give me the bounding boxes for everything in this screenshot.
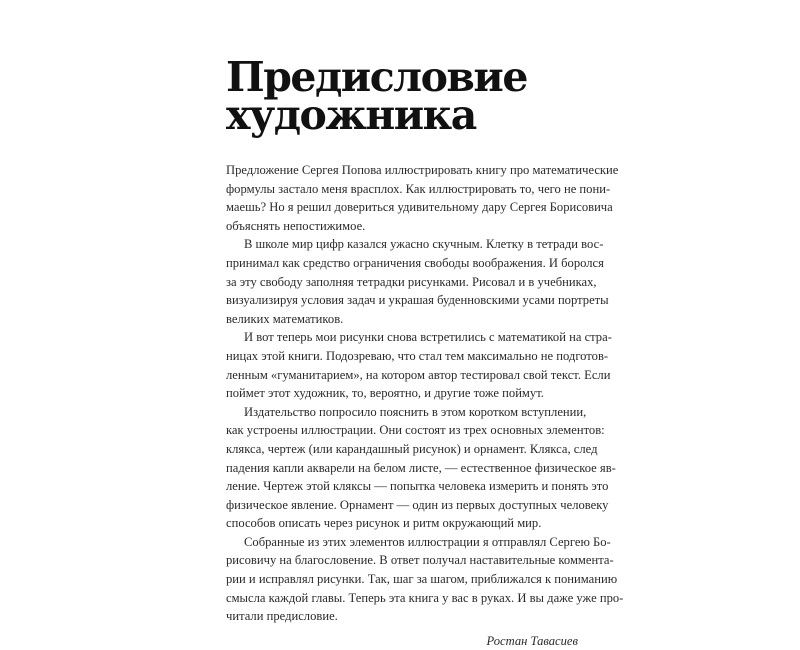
paragraph-1: [226, 161, 619, 235]
paragraph-4: [226, 403, 616, 533]
page-title: [226, 53, 582, 139]
text-line: рии и исправлял рисунки. Так, шаг за шагом, приближался к пониманию: [226, 572, 618, 587]
text-line: способов описать через рисунок и ритм окружающий мир.: [226, 516, 542, 531]
text-line: ницах этой книги. Подозреваю, что стал тем максимально не подготов-: [226, 348, 609, 363]
title-line-1: Предисловие: [226, 53, 527, 101]
text-line: Предложение Сергея Попова иллюстрировать книгу про математические: [226, 163, 619, 177]
text-line: падения капли акварели на белом листе, — естественное физическое яв-: [226, 460, 616, 475]
text-line: клякса, чертеж (или карандашный рисунок) и орнамент. Клякса, след: [226, 441, 598, 456]
text-line: физическое явление. Орнамент — один из первых доступных человеку: [226, 497, 609, 512]
preface-body: [226, 161, 624, 626]
text-line: формулы застало меня врасплох. Как иллюстрировать то, чего не пони-: [226, 181, 611, 196]
text-line: Собранные из этих элементов иллюстрации я отправлял Сергею Бо-: [244, 534, 611, 549]
text-line: ленным «гуманитарием», на котором автор тестировал свой текст. Если: [226, 367, 611, 382]
text-line: как устроены иллюстрации. Они состоят из трех основных элементов:: [226, 423, 605, 438]
text-line: объяснять непостижимое.: [226, 218, 366, 233]
book-page: [226, 53, 624, 650]
text-line: смысла каждой главы. Теперь эта книга у вас в руках. И вы даже уже про-: [226, 590, 624, 605]
author-signature: Ростан Тавасиев: [486, 633, 578, 648]
text-line: ление. Чертеж этой кляксы — попытка человека измерить и понять это: [226, 479, 609, 494]
text-line: В школе мир цифр казался ужасно скучным. Клетку в тетради вос-: [244, 237, 604, 252]
text-line: рисовичу на благословение. В ответ получал наставительные коммента-: [226, 553, 614, 568]
text-line: И вот теперь мои рисунки снова встретились с математикой на стра-: [244, 330, 612, 345]
text-line: великих математиков.: [226, 311, 344, 326]
text-line: читали предисловие.: [226, 609, 338, 624]
text-line: поймет этот художник, то, вероятно, и другие тоже поймут.: [226, 386, 544, 401]
paragraph-3: [226, 328, 612, 402]
text-line: визуализируя условия задач и украшая буденновскими усами портреты: [226, 293, 609, 308]
text-line: за эту свободу заполняя тетрадки рисунками. Рисовал и в учебниках,: [226, 274, 597, 289]
paragraph-2: [226, 235, 609, 328]
text-line: принимал как средство ограничения свободы воображения. И боролся: [226, 255, 604, 270]
paragraph-5: [226, 533, 624, 626]
text-line: маешь? Но я решил довериться удивительному дару Сергея Борисовича: [226, 200, 613, 215]
title-line-2: художника: [226, 91, 476, 139]
text-line: Издательство попросило пояснить в этом коротком вступлении,: [244, 404, 587, 419]
